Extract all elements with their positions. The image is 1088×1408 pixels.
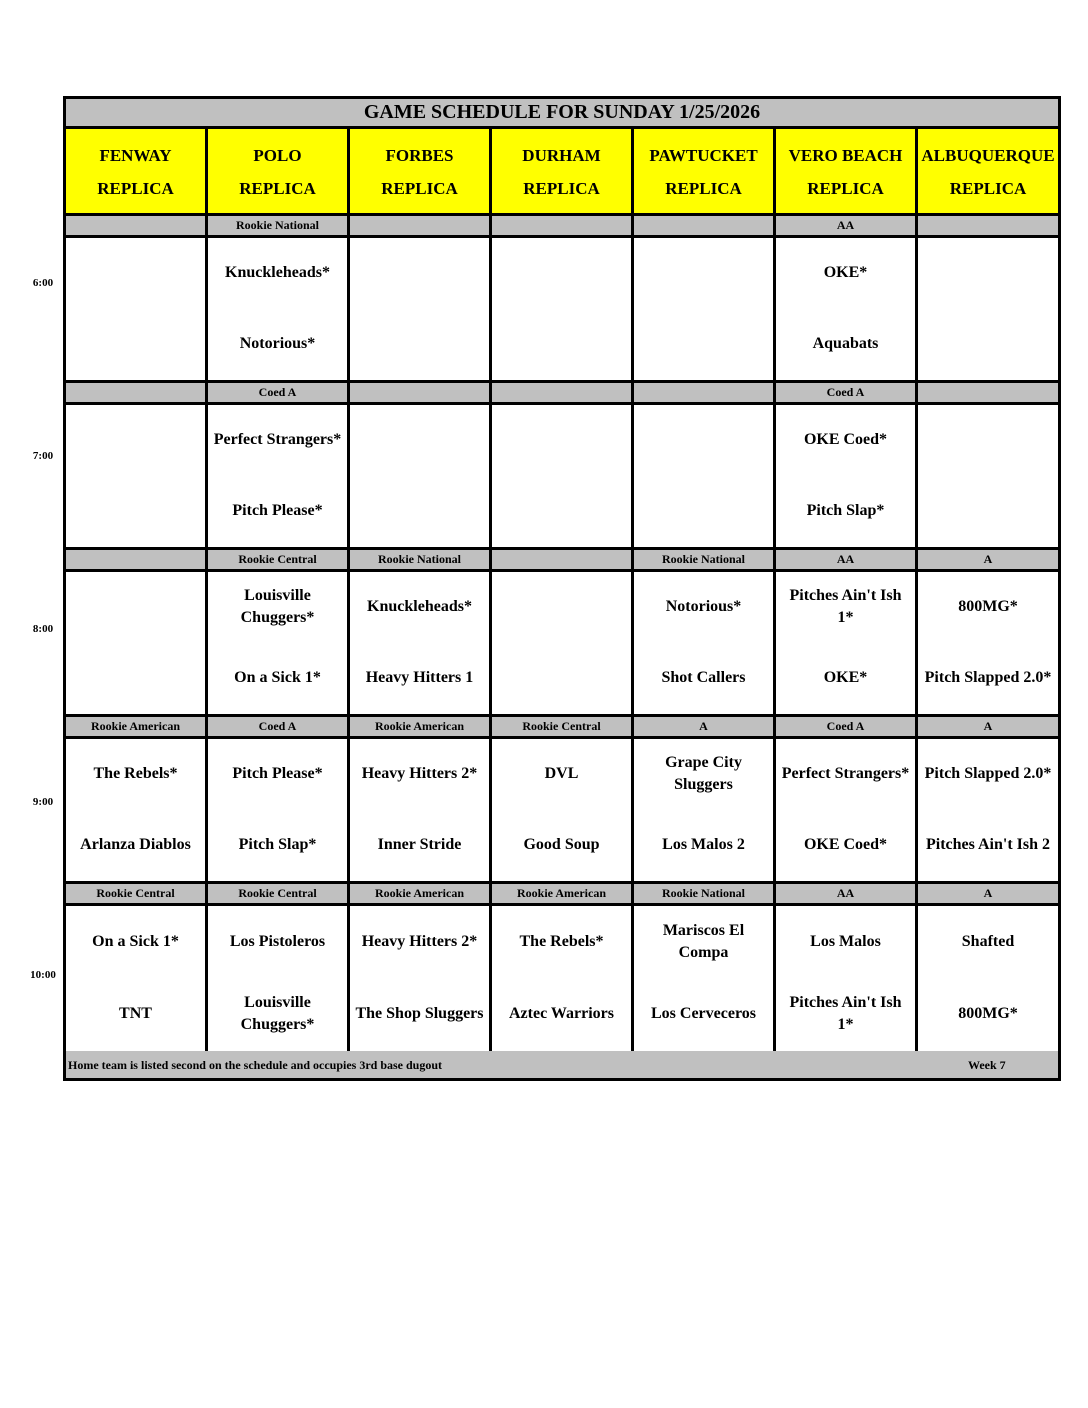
home-team: Notorious* (239, 334, 316, 352)
home-team (350, 308, 489, 380)
home-team: The Shop Sluggers (355, 1005, 484, 1022)
division-label: AA (776, 216, 918, 235)
field-header-pawtucket (634, 129, 776, 213)
time-label: 8:00 (32, 623, 54, 635)
division-row (66, 550, 1058, 572)
away-team: Mariscos El Compa (662, 921, 745, 961)
away-team: Pitch Slapped 2.0* (924, 764, 1052, 782)
game-cell (66, 739, 208, 881)
division-label (634, 216, 776, 235)
game-row (66, 572, 1058, 717)
game-cell (918, 238, 1058, 380)
division-label: Rookie American (66, 717, 208, 736)
time-label: 7:00 (32, 450, 54, 462)
away-team: Grape City Sluggers (665, 753, 742, 793)
field-name: POLO (253, 146, 302, 165)
division-label: A (983, 552, 993, 566)
schedule-footer (66, 1051, 1058, 1078)
division-row (66, 383, 1058, 405)
away-team: Louisville Chuggers* (240, 586, 315, 626)
home-team: OKE Coed* (803, 835, 888, 853)
division-label (66, 383, 208, 402)
field-name: DURHAM (522, 146, 601, 165)
away-team: Los Malos (810, 932, 881, 950)
away-team: Heavy Hitters 2* (361, 764, 478, 782)
field-header-row (66, 129, 1058, 216)
game-cell (776, 572, 918, 714)
division-label: Rookie Central (66, 884, 208, 903)
schedule-table (63, 96, 1061, 1081)
game-row (66, 238, 1058, 383)
field-sub: REPLICA (97, 179, 174, 198)
division-row (66, 216, 1058, 238)
field-name: VERO BEACH (788, 146, 903, 165)
schedule-title: GAME SCHEDULE FOR SUNDAY 1/25/2026 (66, 99, 1058, 129)
game-cell (208, 906, 350, 1051)
game-cell (350, 405, 492, 547)
away-team: Knuckleheads* (225, 263, 330, 281)
game-cell (776, 238, 918, 380)
away-team (634, 405, 773, 475)
home-team: 800MG* (958, 1005, 1018, 1022)
away-team (492, 405, 631, 475)
game-cell (492, 405, 634, 547)
home-team (66, 642, 205, 714)
field-sub: REPLICA (949, 179, 1027, 198)
division-label: Coed A (208, 383, 350, 402)
field-header-forbes (350, 129, 492, 213)
field-header-albuquerque (918, 129, 1058, 213)
away-team: Los Pistoleros (229, 932, 326, 950)
division-label (918, 216, 1058, 235)
division-label: Rookie National (634, 884, 776, 903)
away-team (350, 238, 489, 308)
away-team: DVL (544, 764, 579, 782)
game-row (66, 405, 1058, 550)
home-team: Good Soup (523, 835, 600, 853)
field-header-durham (492, 129, 634, 213)
game-cell (918, 572, 1058, 714)
home-team: Pitches Ain't Ish 1* (789, 994, 902, 1033)
division-label: Rookie National (634, 550, 776, 569)
game-cell (776, 739, 918, 881)
game-cell (350, 238, 492, 380)
game-cell (492, 572, 634, 714)
home-team: Los Malos 2 (662, 835, 745, 853)
game-cell (66, 572, 208, 714)
division-label: Rookie American (350, 884, 492, 903)
field-header-polo (208, 129, 350, 213)
home-team: Pitch Please* (232, 501, 323, 519)
game-cell (66, 238, 208, 380)
game-cell (350, 572, 492, 714)
home-team: TNT (119, 1005, 152, 1022)
time-label: 10:00 (30, 969, 56, 981)
field-sub: REPLICA (523, 179, 600, 198)
field-sub: REPLICA (381, 179, 458, 198)
division-label: Rookie Central (492, 717, 634, 736)
division-label (918, 383, 1058, 402)
home-team (492, 642, 631, 714)
home-team: Pitch Slapped 2.0* (924, 668, 1052, 686)
away-team (918, 238, 1058, 308)
time-label: 9:00 (32, 796, 54, 808)
home-team (634, 308, 773, 380)
home-team (492, 475, 631, 547)
game-cell (66, 405, 208, 547)
home-team: Pitch Slap* (238, 835, 317, 853)
division-label: Rookie American (350, 717, 492, 736)
field-name: ALBUQUERQUE (921, 146, 1055, 165)
game-cell (634, 572, 776, 714)
time-label: 6:00 (32, 277, 54, 289)
game-row (66, 906, 1058, 1051)
division-label: AA (776, 884, 918, 903)
game-cell (776, 405, 918, 547)
game-cell (350, 906, 492, 1051)
division-label: Coed A (776, 717, 918, 736)
home-team: Pitches Ain't Ish 2 (925, 835, 1050, 853)
game-cell (918, 405, 1058, 547)
division-label (350, 216, 492, 235)
away-team (918, 405, 1058, 475)
field-name: PAWTUCKET (649, 146, 758, 165)
division-label: Rookie American (492, 884, 634, 903)
away-team (634, 238, 773, 308)
home-team: Shot Callers (661, 668, 746, 686)
away-team: Perfect Strangers* (213, 430, 342, 448)
away-team (350, 405, 489, 475)
home-team: Pitch Slap* (806, 501, 885, 519)
division-label: AA (776, 550, 918, 569)
division-label: Rookie Central (208, 884, 350, 903)
away-team: Heavy Hitters 2* (361, 932, 478, 950)
home-team (492, 308, 631, 380)
game-cell (776, 906, 918, 1051)
division-label (66, 550, 208, 569)
game-cell (492, 906, 634, 1051)
division-row (66, 717, 1058, 739)
field-name: FENWAY (99, 146, 172, 165)
footer-week: Week 7 (968, 1058, 1006, 1072)
away-team: OKE Coed* (803, 430, 888, 448)
home-team (918, 308, 1058, 380)
home-team (350, 475, 489, 547)
game-cell (350, 739, 492, 881)
game-cell (208, 405, 350, 547)
field-sub: REPLICA (239, 179, 316, 198)
home-team: Aquabats (812, 334, 879, 352)
away-team: Notorious* (665, 597, 742, 615)
game-cell (634, 739, 776, 881)
away-team: 800MG* (958, 597, 1018, 615)
away-team: The Rebels* (519, 932, 604, 950)
away-team: OKE* (823, 263, 868, 281)
division-label (66, 216, 208, 235)
division-label (634, 383, 776, 402)
away-team (492, 238, 631, 308)
game-row (66, 739, 1058, 884)
away-team (492, 572, 631, 642)
game-cell (208, 238, 350, 380)
field-sub: REPLICA (665, 179, 742, 198)
away-team: The Rebels* (93, 764, 178, 782)
game-cell (208, 572, 350, 714)
game-cell (492, 739, 634, 881)
division-label (350, 383, 492, 402)
home-team (634, 475, 773, 547)
home-team: Los Cerveceros (651, 1005, 756, 1022)
home-team: Louisville Chuggers* (240, 994, 315, 1033)
time-slots (66, 216, 1058, 1051)
away-team: Perfect Strangers* (781, 764, 910, 782)
division-label (492, 550, 634, 569)
away-team (66, 405, 205, 475)
away-team (66, 238, 205, 308)
home-team: Aztec Warriors (509, 1005, 614, 1022)
division-label: A (983, 719, 993, 733)
away-team: Pitch Please* (232, 764, 323, 782)
away-team: Knuckleheads* (367, 597, 472, 615)
field-sub: REPLICA (807, 179, 884, 198)
game-cell (918, 739, 1058, 881)
home-team (66, 475, 205, 547)
footer-note: Home team is listed second on the schedule and occupies 3rd base dugout (68, 1058, 443, 1072)
game-cell (634, 906, 776, 1051)
home-team (918, 475, 1058, 547)
game-cell (634, 405, 776, 547)
away-team: Shafted (961, 932, 1015, 950)
home-team: Heavy Hitters 1 (365, 668, 474, 686)
division-label: Rookie National (350, 550, 492, 569)
division-label (492, 383, 634, 402)
away-team (66, 572, 205, 642)
game-cell (66, 906, 208, 1051)
game-cell (208, 739, 350, 881)
game-cell (492, 238, 634, 380)
division-label: Rookie National (208, 216, 350, 235)
away-team: On a Sick 1* (92, 932, 179, 950)
division-label: Coed A (208, 717, 350, 736)
division-label: A (634, 717, 776, 736)
division-label: Coed A (776, 383, 918, 402)
home-team: On a Sick 1* (234, 668, 321, 686)
game-cell (634, 238, 776, 380)
field-name: FORBES (385, 146, 454, 165)
division-label: A (983, 886, 993, 900)
home-team: Inner Stride (377, 835, 462, 853)
game-cell (918, 906, 1058, 1051)
home-team: Arlanza Diablos (80, 835, 191, 853)
division-row (66, 884, 1058, 906)
division-label (492, 216, 634, 235)
home-team (66, 308, 205, 380)
home-team: OKE* (823, 668, 868, 686)
away-team: Pitches Ain't Ish 1* (789, 586, 902, 626)
division-label: Rookie Central (208, 550, 350, 569)
field-header-vero-beach (776, 129, 918, 213)
field-header-fenway (66, 129, 208, 213)
